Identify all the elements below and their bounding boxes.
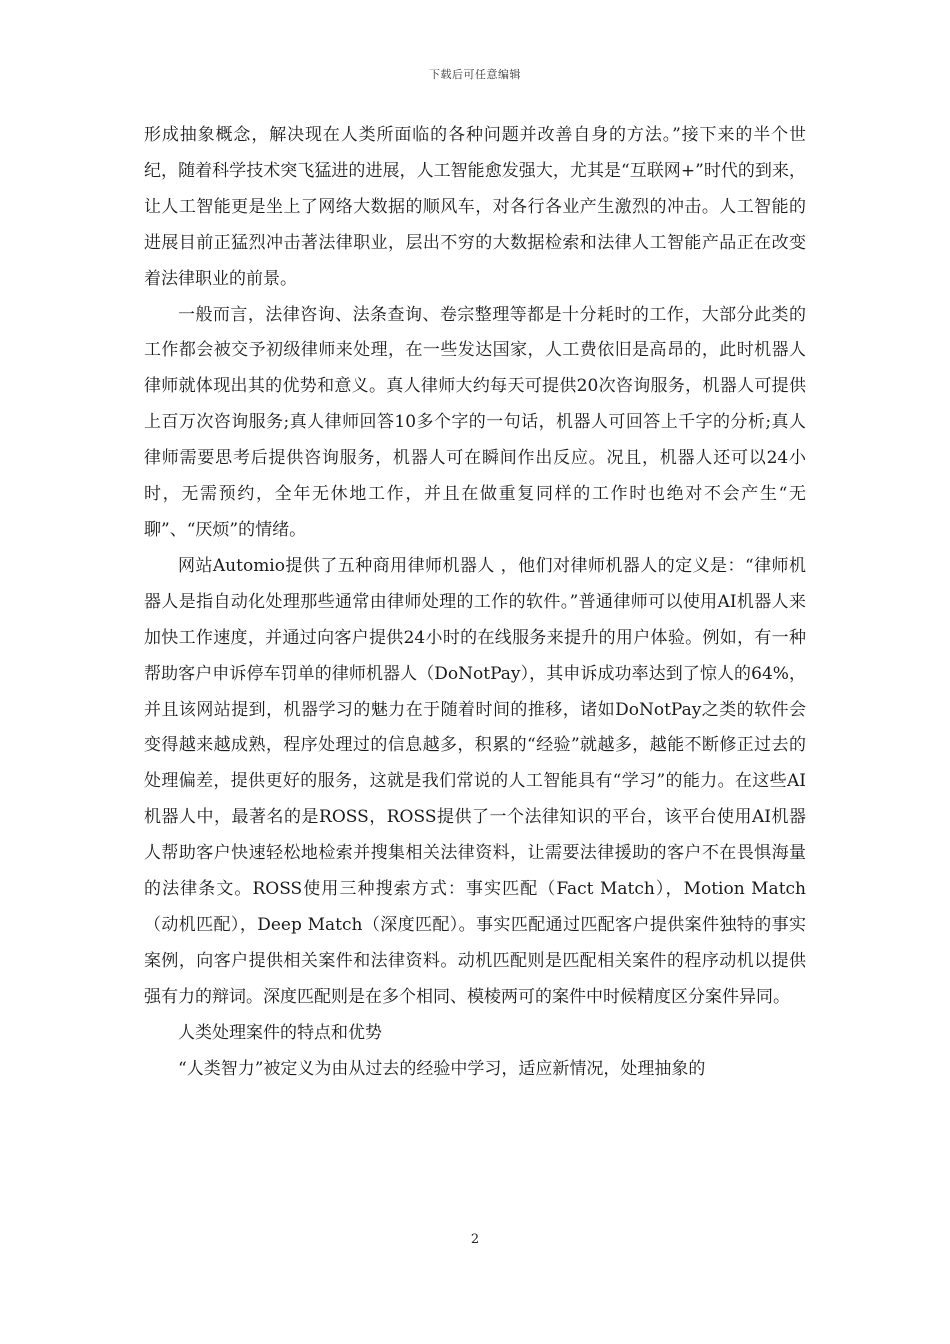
paragraph-2: 一般而言，法律咨询、法条查询、卷宗整理等都是十分耗时的工作，大部分此类的工作都会被交予初级律师来处理，在一些发达国家，人工费依旧是高昂的，此时机器人律师就体现出其的优势和意义。真人律师大约每天可提供20次咨询服务，机器人可提供上百万次咨询服务;真人律师回答10多个字的一句话，机器人可回答上千字的分析;真人律师需要思考后提供咨询服务，机器人可在瞬间作出反应。况且，机器人还可以24小时，无需预约，全年无休地工作，并且在做重复同样的工作时也绝对不会产生“无聊”、“厌烦”的情绪。 xyxy=(144,304,806,540)
page-number: 2 xyxy=(470,1232,480,1247)
document-body xyxy=(144,118,806,1087)
page-header: 下载后可任意编辑 xyxy=(429,68,521,81)
section-heading: 人类处理案件的特点和优势 xyxy=(178,1022,382,1043)
paragraph-1: 形成抽象概念，解决现在人类所面临的各种问题并改善自身的方法。”接下来的半个世纪，随着科学技术突飞猛进的进展，人工智能愈发强大，尤其是“互联网+”时代的到来，让人工智能更是坐上了网络大数据的顺风车，对各行各业产生激烈的冲击。人工智能的进展目前正猛烈冲击著法律职业，层出不穷的大数据检索和法律人工智能产品正在改变着法律职业的前景。 xyxy=(144,125,806,289)
paragraph-4: “人类智力”被定义为由从过去的经验中学习，适应新情况，处理抽象的 xyxy=(178,1058,706,1079)
paragraph-3: 网站Automio提供了五种商用律师机器人 ，他们对律师机器人的定义是：“律师机器人是指自动化处理那些通常由律师处理的工作的软件。”普通律师可以使用AI机器人来加快工作速度，并通过向客户提供24小时的在线服务来提升的用户体验。例如，有一种帮助客户申诉停车罚单的律师机器人（DoNotPay），其申诉成功率达到了惊人的64%，并且该网站提到，机器学习的魅力在于随着时间的推移，诸如DoNotPay之类的软件会变得越来越成熟，程序处理过的信息越多，积累的“经验”就越多，越能不断修正过去的处理偏差，提供更好的服务，这就是我们常说的人工智能具有“学习”的能力。在这些AI机器人中，最著名的是ROSS，ROSS提供了一个法律知识的平台，该平台使用AI机器人帮助客户快速轻松地检索并搜集相关法律资料，让需要法律援助的客户不在畏惧海量的法律条文。ROSS使用三种搜索方式：事实匹配（Fact Match），Motion Match（动机匹配），Deep Match（深度匹配）。事实匹配通过匹配客户提供案件独特的事实案例，向客户提供相关案件和法律资料。动机匹配则是匹配相关案件的程序动机以提供强有力的辩词。深度匹配则是在多个相同、模棱两可的案件中时候精度区分案件异同。 xyxy=(144,555,806,1007)
